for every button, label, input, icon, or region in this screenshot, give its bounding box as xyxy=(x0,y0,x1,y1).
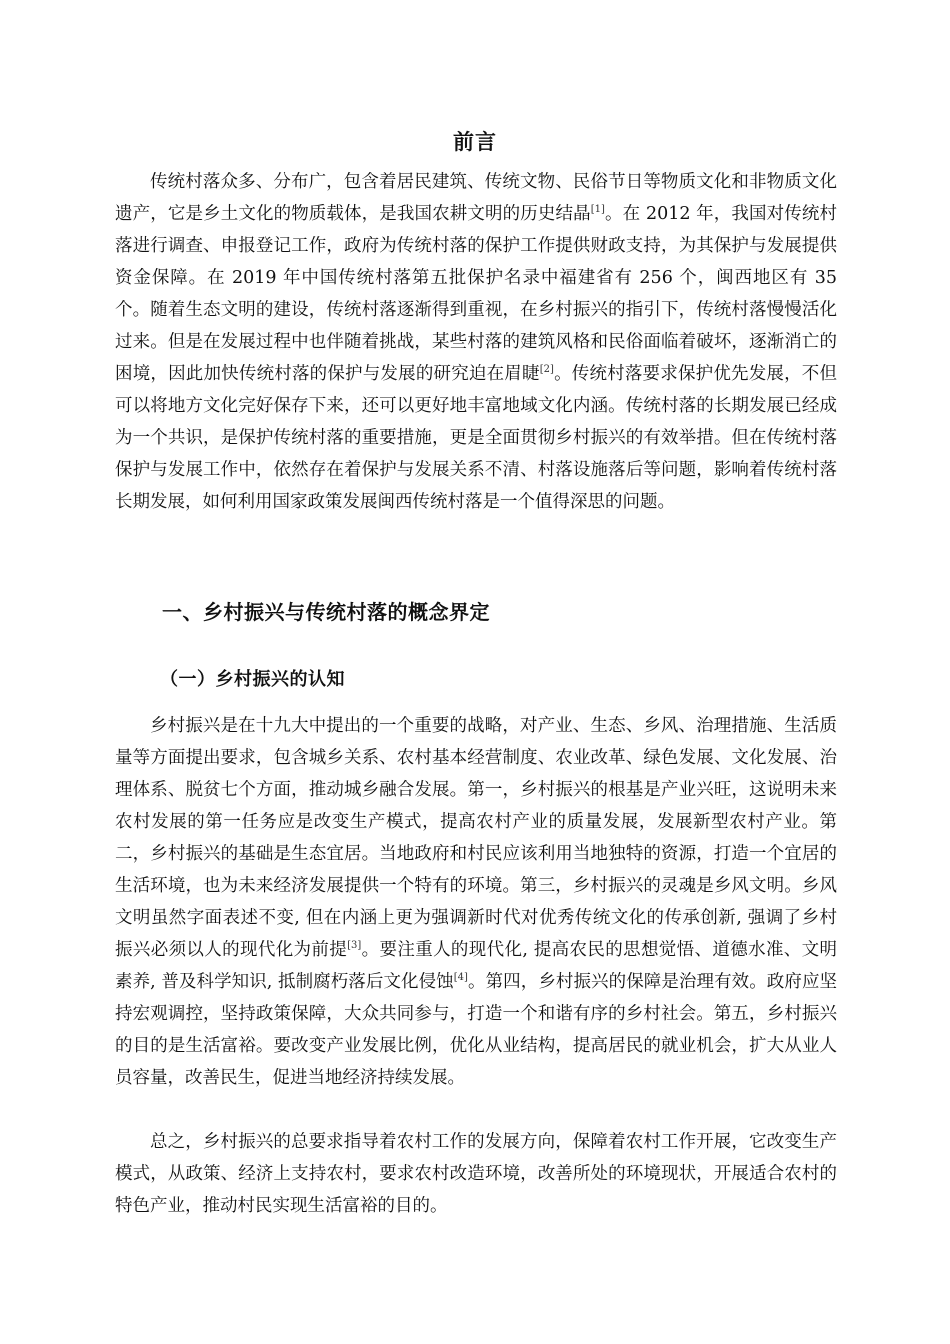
body-text-1: 乡村振兴是在十九大中提出的一个重要的战略，对产业、生态、乡风、治理措施、生活质量等方面提出要求，包含城乡关系、农村基本经营制度、农业改革、绿色发展、文化发展、治理体系、脱贫七个方面，推动城乡融合发展。第一，乡村振兴的根基是产业兴旺，这说明未来农村发展的第一任务应是改变生产模式，提高农村产业的质量发展，发展新型农村产业。第二，乡村振兴的基础是生态宜居。当地政府和村民应该利用当地独特的资源，打造一个宜居的生活环境，也为未来经济发展提供一个特有的环境。第三，乡村振兴的灵魂是乡风文明。乡风文明虽然字面表述不变, 但在内涵上更为强调新时代对优秀传统文化的传承创新, 强调了乡村振兴必须以人的现代化为前提 xyxy=(115,716,837,960)
subsection-heading: （一）乡村振兴的认知 xyxy=(160,669,345,690)
intro-text-3: 。传统村落要求保护优先发展，不但可以将地方文化完好保存下来，还可以更好地丰富地域文化内涵。传统村落的长期发展已经成为一个共识，是保护传统村落的重要措施，更是全面贯彻乡村振兴的有效举措。但在传统村落保护与发展工作中，依然存在着保护与发展关系不清、村落设施落后等问题，影响着传统村落长期发展，如何利用国家政策发展闽西传统村落是一个值得深思的问题。 xyxy=(115,364,838,512)
body-text-3: 。第四，乡村振兴的保障是治理有效。政府应坚持宏观调控，坚持政策保障，大众共同参与，打造一个和谐有序的乡村社会。第五，乡村振兴的目的是生活富裕。要改变产业发展比例，优化从业结构，提高居民的就业机会，扩大从业人员容量，改善民生，促进当地经济持续发展。 xyxy=(115,972,838,1088)
intro-text-1: 传统村落众多、分布广，包含着居民建筑、传统文物、民俗节日等物质文化和非物质文化遗产，它是乡土文化的物质载体，是我国农耕文明的历史结晶 xyxy=(115,172,837,224)
page-title: 前言 xyxy=(453,130,497,154)
intro-text-2: 。在 2012 年，我国对传统村落进行调查、申报登记工作，政府为传统村落的保护工作提供财政支持，为其保护与发展提供资金保障。在 2019 年中国传统村落第五批保护名录中福建省有 256 个，闽西地区有 35 个。随着生态文明的建设，传统村落逐渐得到重视，在乡村振兴的指引下，传统村落慢慢活化过来。但是在发展过程中也伴随着挑战，某些村落的建筑风格和民俗面临着破坏，逐渐消亡的困境，因此加快传统村落的保护与发展的研究迫在眉睫 xyxy=(115,204,837,384)
citation-1: [1] xyxy=(590,204,605,216)
intro-paragraph xyxy=(115,166,837,518)
citation-2: [2] xyxy=(539,364,554,376)
citation-4: [4] xyxy=(453,972,468,984)
body-paragraph-1 xyxy=(115,710,837,1094)
citation-3: [3] xyxy=(347,940,362,952)
section-heading: 一、乡村振兴与传统村落的概念界定 xyxy=(162,600,490,624)
body-text-2: 。要注重人的现代化, 提高农民的思想觉悟、道德水准、文明素养, 普及科学知识, 抵制腐朽落后文化侵蚀 xyxy=(115,940,838,992)
body-paragraph-2: 总之，乡村振兴的总要求指导着农村工作的发展方向，保障着农村工作开展，它改变生产模式，从政策、经济上支持农村，要求农村改造环境，改善所处的环境现状，开展适合农村的特色产业，推动村民实现生活富裕的目的。 xyxy=(115,1132,837,1216)
